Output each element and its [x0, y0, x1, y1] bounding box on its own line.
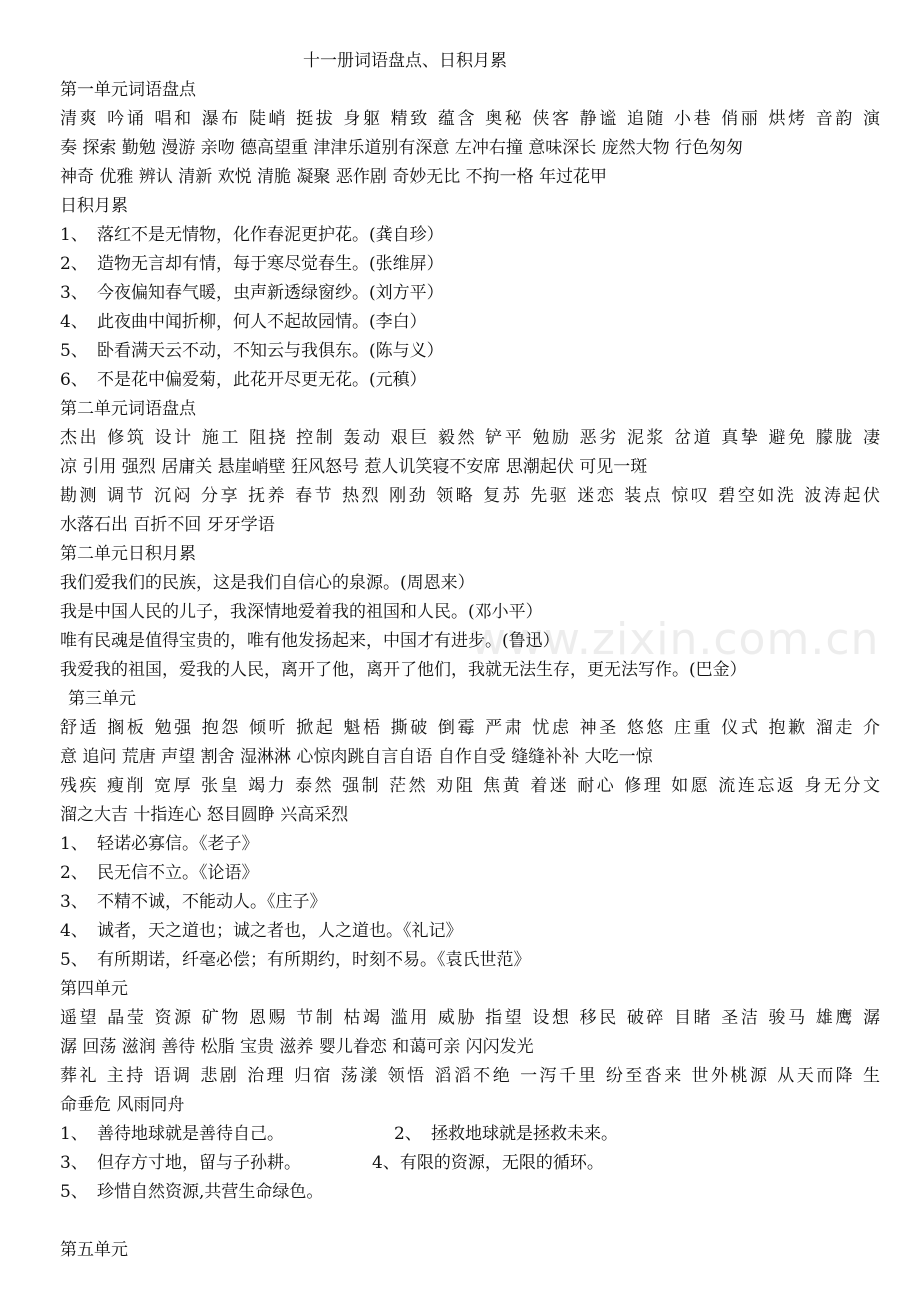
unit4-accum-item: [60, 1149, 372, 1178]
unit1-heading: 第一单元词语盘点: [60, 80, 196, 100]
item-text: 民无信不立。《论语》: [97, 863, 259, 883]
item-text: 善待地球就是善待自己。: [97, 1124, 284, 1144]
item-text: 此夜曲中闻折柳，何人不起故园情。(李白）: [97, 312, 427, 332]
item-text: 卧看满天云不动，不知云与我俱东。(陈与义）: [97, 341, 444, 361]
unit2-words-line: 勘测 调节 沉闷 分享 抚养 春节 热烈 刚劲 领略 复苏 先驱 迷恋 装点 惊叹 碧空如洗 波涛起伏: [60, 486, 880, 506]
unit2-accum-item: 我是中国人民的儿子，我深情地爱着我的祖国和人民。(邓小平）: [60, 602, 543, 622]
item-number: 5、: [60, 1182, 88, 1202]
unit1-accum-item: [60, 221, 880, 250]
item-text: 落红不是无情物，化作春泥更护花。(龚自珍）: [97, 225, 444, 245]
item-text: 不精不诚，不能动人。《庄子》: [97, 892, 327, 912]
unit4-accum-item: [60, 1120, 394, 1149]
item-number: 1、: [60, 834, 88, 854]
unit3-words-line: 溜之大吉 十指连心 怒目圆睁 兴高采烈: [60, 805, 349, 825]
unit2-words-line: 凉 引用 强烈 居庸关 悬崖峭壁 狂风怒号 惹人讥笑寝不安席 思潮起伏 可见一斑: [60, 457, 648, 477]
unit4-words-line: 命垂危 风雨同舟: [60, 1095, 185, 1115]
unit2-accum-item: 唯有民魂是值得宝贵的，唯有他发扬起来，中国才有进步。(鲁迅）: [60, 631, 560, 651]
item-number: 4、: [60, 312, 88, 332]
item-number: 3、: [60, 892, 88, 912]
unit4-accum-item: [60, 1178, 880, 1207]
unit1-words-line: 神奇 优雅 辨认 清新 欢悦 清脆 凝聚 恶作剧 奇妙无比 不拘一格 年过花甲: [60, 167, 608, 187]
item-number: 2、: [394, 1124, 422, 1144]
unit3-accum-item: [60, 888, 880, 917]
item-number: 2、: [60, 254, 88, 274]
unit4-heading: 第四单元: [60, 979, 128, 999]
item-text: 拯救地球就是拯救未来。: [431, 1124, 618, 1144]
blank-line: [60, 1207, 880, 1236]
unit1-accum-item: [60, 279, 880, 308]
item-text: 造物无言却有情，每于寒尽觉春生。(张维屏）: [97, 254, 444, 274]
item-number: 6、: [60, 370, 88, 390]
unit5-heading: 第五单元: [60, 1240, 128, 1260]
item-text: 有所期诺，纤毫必偿；有所期约，时刻不易。《袁氏世范》: [97, 950, 531, 970]
unit4-accum-row: [60, 1120, 880, 1149]
unit4-accum-item: 4、有限的资源，无限的循环。: [372, 1153, 604, 1173]
unit2-words-line: 水落石出 百折不回 牙牙学语: [60, 515, 275, 535]
item-number: 2、: [60, 863, 88, 883]
item-text: 珍惜自然资源,共营生命绿色。: [97, 1182, 324, 1202]
unit3-accum-item: [60, 917, 880, 946]
item-number: 3、: [60, 1153, 88, 1173]
item-text: 今夜偏知春气暖，虫声新透绿窗纱。(刘方平）: [97, 283, 444, 303]
unit1-words-line: 奏 探索 勤勉 漫游 亲吻 德高望重 津津乐道别有深意 左冲右撞 意味深长 庞然大物 行色匆匆: [60, 138, 744, 158]
watermark: www.zixin.com.cn: [470, 614, 880, 665]
item-text: 轻诺必寡信。《老子》: [97, 834, 259, 854]
document-page: [60, 47, 880, 1265]
unit2-accum-item: 我爱我的祖国，爱我的人民，离开了他，离开了他们，我就无法生存，更无法写作。(巴金）: [60, 660, 747, 680]
unit3-accum-item: [60, 946, 880, 975]
unit3-heading: 第三单元: [68, 689, 136, 709]
item-number: 5、: [60, 341, 88, 361]
unit1-accum-item: [60, 366, 880, 395]
unit1-accum-item: [60, 308, 880, 337]
item-text: 但存方寸地，留与子孙耕。: [97, 1153, 301, 1173]
item-number: 5、: [60, 950, 88, 970]
unit3-accum-item: [60, 859, 880, 888]
unit1-accum-item: [60, 250, 880, 279]
unit4-words-line: 葬礼 主持 语调 悲剧 治理 归宿 荡漾 领悟 滔滔不绝 一泻千里 纷至沓来 世外桃源 从天而降 生: [60, 1066, 880, 1086]
item-text: 诚者，天之道也；诚之者也，人之道也。《礼记》: [97, 921, 463, 941]
item-number: 1、: [60, 1124, 88, 1144]
unit2-accum-item: 我们爱我们的民族，这是我们自信心的泉源。(周恩来）: [60, 573, 475, 593]
unit2-accum-heading: 第二单元日积月累: [60, 544, 196, 564]
unit4-accum-row: [60, 1149, 880, 1178]
unit3-words-line: 意 追问 荒唐 声望 割舍 湿淋淋 心惊肉跳自言自语 自作自受 缝缝补补 大吃一惊: [60, 747, 653, 767]
unit4-accum-item: [394, 1120, 618, 1149]
unit1-accum-heading: 日积月累: [60, 196, 128, 216]
item-number: 4、: [60, 921, 88, 941]
item-number: 3、: [60, 283, 88, 303]
unit4-words-line: 潺 回荡 滋润 善待 松脂 宝贵 滋养 婴儿眷恋 和蔼可亲 闪闪发光: [60, 1037, 534, 1057]
unit1-accum-item: [60, 337, 880, 366]
unit3-words-line: 舒适 搁板 勉强 抱怨 倾听 掀起 魁梧 撕破 倒霉 严肃 忧虑 神圣 悠悠 庄重 仪式 抱歉 溜走 介: [60, 718, 880, 738]
unit3-accum-item: [60, 830, 880, 859]
item-number: 1、: [60, 225, 88, 245]
page-title: 十一册词语盘点、日积月累: [303, 51, 507, 71]
unit2-heading: 第二单元词语盘点: [60, 399, 196, 419]
unit3-words-line: 残疾 瘦削 宽厚 张皇 竭力 泰然 强制 茫然 劝阻 焦黄 着迷 耐心 修理 如愿 流连忘返 身无分文: [60, 776, 880, 796]
unit2-words-line: 杰出 修筑 设计 施工 阻挠 控制 轰动 艰巨 毅然 铲平 勉励 恶劣 泥浆 岔道 真挚 避免 朦胧 凄: [60, 428, 880, 448]
item-text: 不是花中偏爱菊，此花开尽更无花。(元稹）: [97, 370, 427, 390]
unit4-words-line: 遥望 晶莹 资源 矿物 恩赐 节制 枯竭 滥用 威胁 指望 设想 移民 破碎 目睹 圣洁 骏马 雄鹰 潺: [60, 1008, 880, 1028]
unit1-words-line: 清爽 吟诵 唱和 瀑布 陡峭 挺拔 身躯 精致 蕴含 奥秘 侠客 静谧 追随 小巷 俏丽 烘烤 音韵 演: [60, 109, 880, 129]
